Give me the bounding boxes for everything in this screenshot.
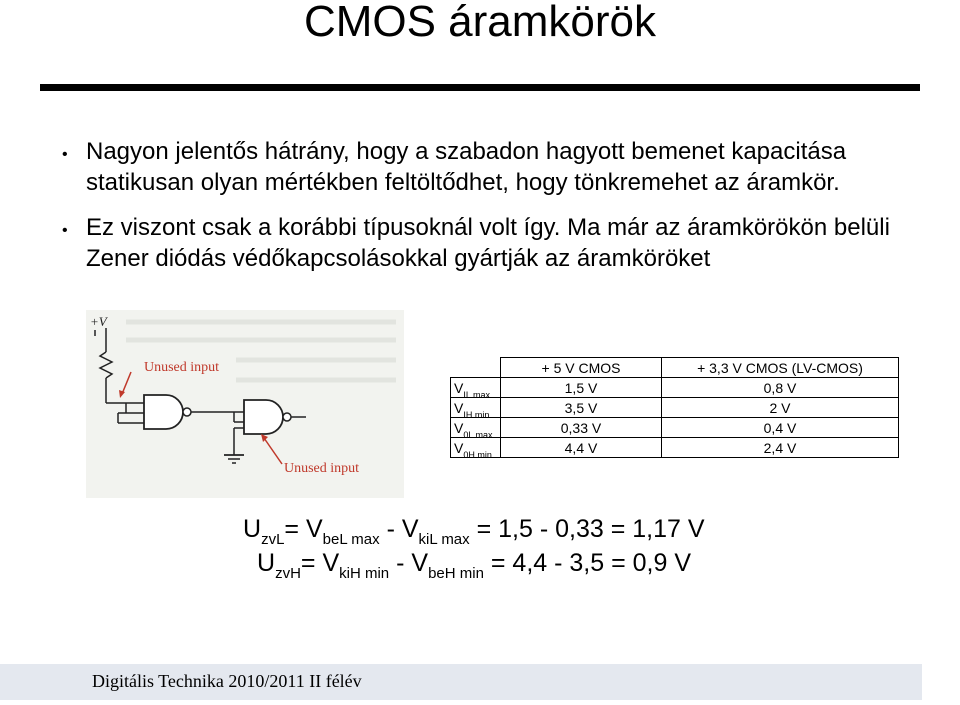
table-row xyxy=(451,378,899,398)
table-cell: 3,5 V xyxy=(501,398,662,418)
unused-input-circuit xyxy=(86,310,404,498)
table-cell: 2,4 V xyxy=(662,438,899,458)
equation-zvh: $U_{zvH}= V_{kiH min} - V_{beH min} = 4,4 - 3,5 = 0,9$ V xyxy=(257,549,692,582)
table-row xyxy=(451,398,899,418)
unused-input-label-bottom: Unused input xyxy=(284,461,360,476)
column-header: + 5 V CMOS xyxy=(501,358,662,378)
cmos-voltage-table xyxy=(450,357,899,458)
table-cell: 4,4 V xyxy=(501,438,662,458)
table-row xyxy=(451,438,899,458)
table-row xyxy=(451,418,899,438)
page-title: CMOS áramkörök xyxy=(303,0,657,46)
table-header-row xyxy=(451,358,899,378)
bullet-text: Ez viszont csak a korábbi típusoknál volt így. Ma már az áramkörökön belüli Zener diódás védőkapcsolásokkal gyártják az áramköröket xyxy=(86,214,890,272)
footer-text: Digitális Technika 2010/2011 II félév xyxy=(92,671,362,691)
table-cell: 2 V xyxy=(662,398,899,418)
bullet-text: Nagyon jelentős hátrány, hogy a szabadon hagyott bemenet kapacitása statikusan olyan mértékben feltöltődhet, hogy tönkremehet az áramkör. xyxy=(86,138,847,196)
title-divider xyxy=(40,84,920,91)
bullet-marker: • xyxy=(62,146,68,163)
table-cell: 0,33 V xyxy=(501,418,662,438)
table-cell: 0,4 V xyxy=(662,418,899,438)
unused-input-label-top: Unused input xyxy=(144,360,220,375)
table-corner xyxy=(451,358,501,378)
column-header: + 3,3 V CMOS (LV-CMOS) xyxy=(662,358,899,378)
row-label: $V_{0L max}$ xyxy=(451,418,501,438)
circuit-figure xyxy=(86,310,404,498)
bullet-marker: • xyxy=(62,222,68,239)
table-cell: 1,5 V xyxy=(501,378,662,398)
row-label: $V_{IL max}$ xyxy=(451,378,501,398)
row-label: $V_{0H min}$ xyxy=(451,438,501,458)
table-cell: 0,8 V xyxy=(662,378,899,398)
row-label: $V_{IH min}$ xyxy=(451,398,501,418)
supply-label: +V xyxy=(90,314,107,329)
equation-zvl: $U_{zvL}= V_{beL max} - V_{kiL max} = 1,5 - 0,33 = 1,17$ V xyxy=(243,515,705,548)
